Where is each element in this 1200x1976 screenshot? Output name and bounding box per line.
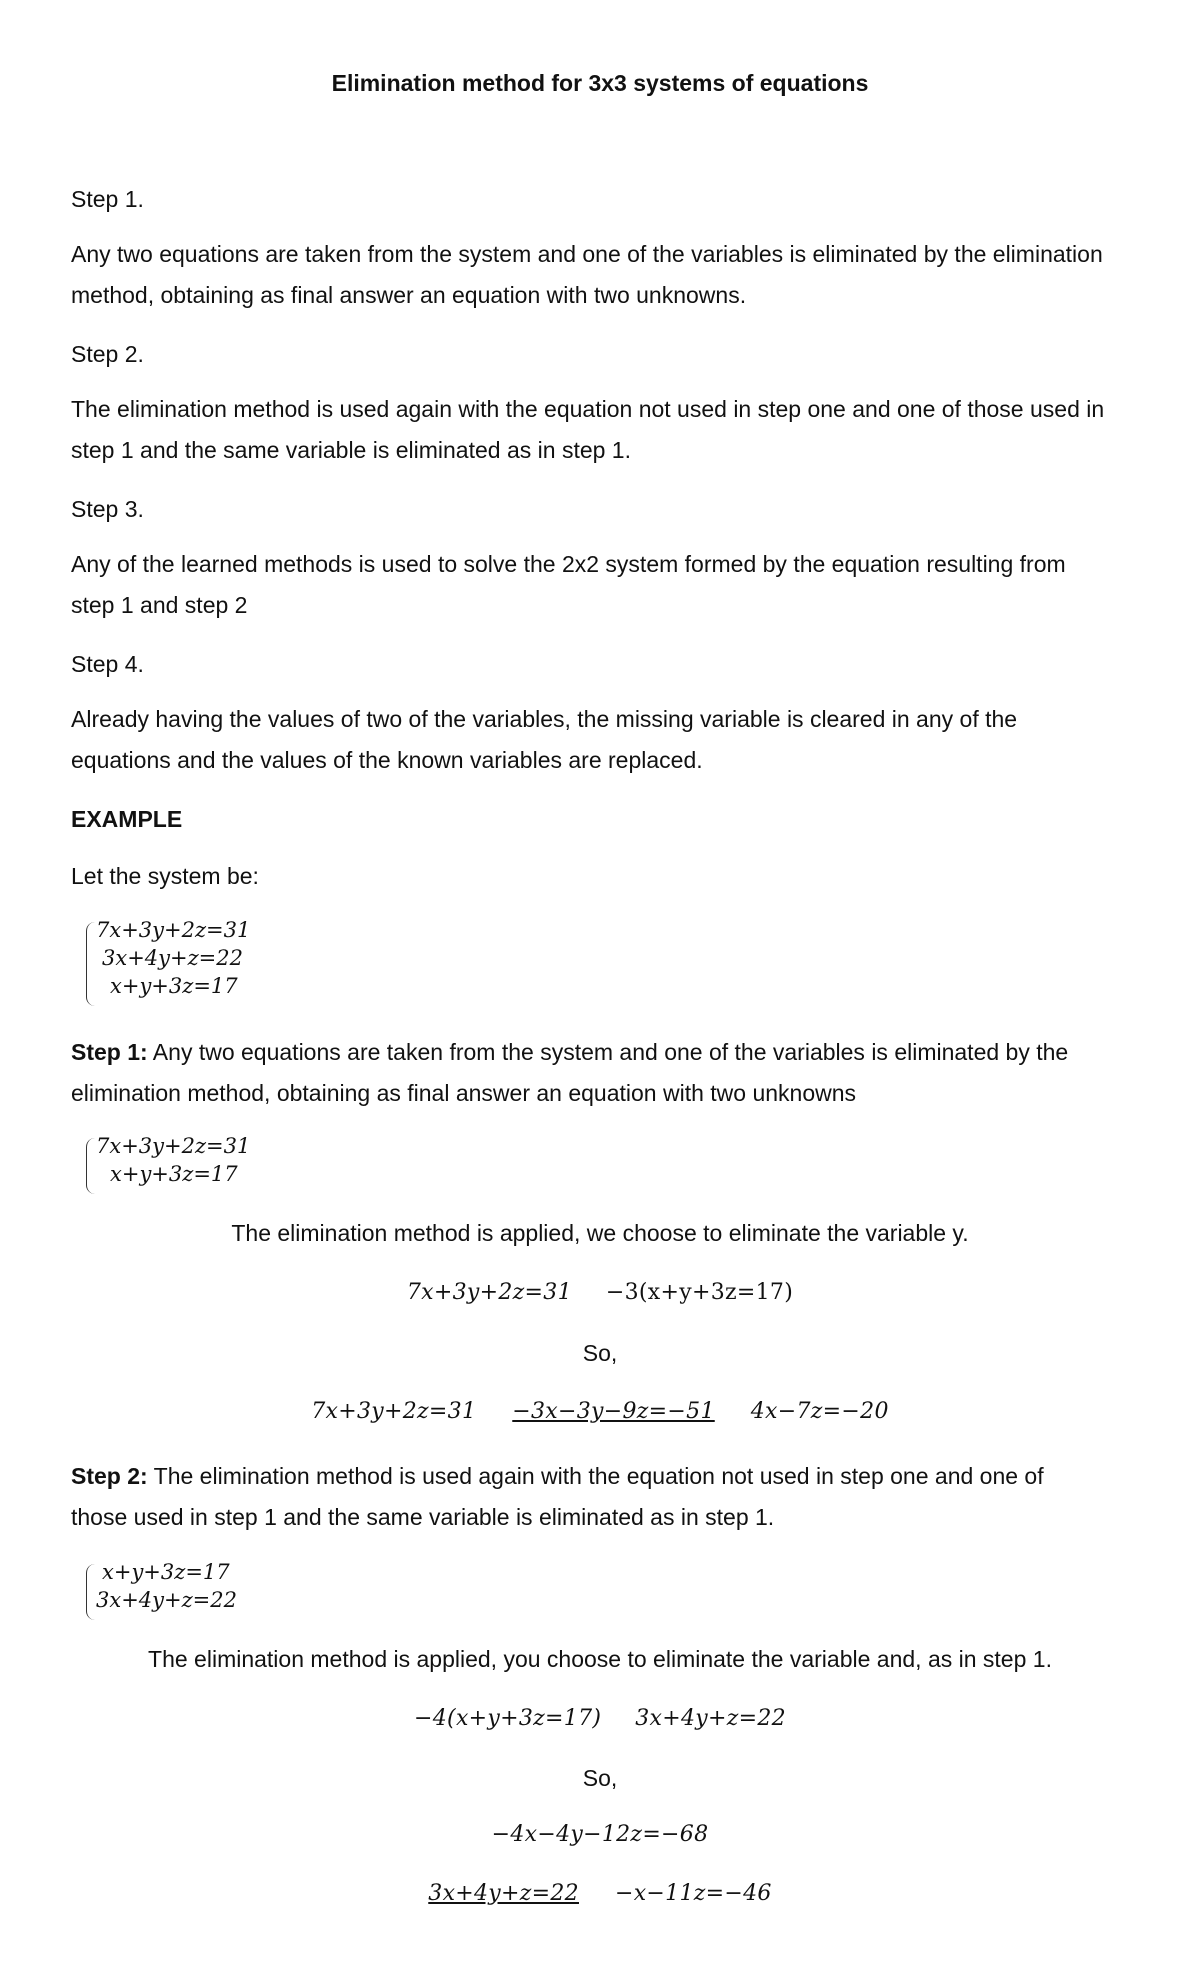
example-heading: EXAMPLE <box>71 806 183 832</box>
step-2-text-line-2: step 1 and the same variable is eliminated as in step 1. <box>71 437 631 463</box>
step-1-label: Step 1. <box>71 186 144 212</box>
example-step-1-line-2: elimination method, obtaining as final answer an equation with two unknowns <box>71 1080 857 1106</box>
step-3-label: Step 3. <box>71 496 144 522</box>
step-1-eq-a: 7x+3y+2z=31 <box>406 1280 572 1305</box>
step-3-text-line-1: Any of the learned methods is used to solve the 2x2 system formed by the equation resulting from <box>71 551 1066 577</box>
document-title: Elimination method for 3x3 systems of equations <box>331 70 869 96</box>
step-2-res-2b: −x−11z=−46 <box>614 1881 772 1906</box>
step-3-text-line-2: step 1 and step 2 <box>71 592 248 618</box>
example-step-1-text-first: Any two equations are taken from the system and one of the variables is eliminated by the <box>147 1039 1069 1065</box>
step-4-text-line-1: Already having the values of two of the variables, the missing variable is cleared in any of the <box>71 706 1018 732</box>
system-equation-1: 7x+3y+2z=31 <box>96 918 251 942</box>
step-1-subsystem-eq-2: x+y+3z=17 <box>110 1162 238 1186</box>
system-equation-3: x+y+3z=17 <box>110 974 238 998</box>
example-step-2-label: Step 2: <box>71 1463 148 1489</box>
step-4-text-line-2: equations and the values of the known variables are replaced. <box>71 747 703 773</box>
example-step-1-line-1 <box>71 1039 1068 1066</box>
step-2-subsystem-eq-2: 3x+4y+z=22 <box>96 1588 238 1612</box>
step-2-eq-a: −4(x+y+3z=17) <box>414 1706 602 1731</box>
example-intro: Let the system be: <box>71 863 259 889</box>
step-1-res-a: 7x+3y+2z=31 <box>311 1399 477 1424</box>
example-step-2-line-1 <box>71 1463 1044 1490</box>
step-2-label: Step 2. <box>71 341 144 367</box>
step-1-text-line-1: Any two equations are taken from the system and one of the variables is eliminated by the elimination <box>71 241 1103 267</box>
step-2-equations <box>0 1706 1200 1731</box>
step-1-applied-text: The elimination method is applied, we choose to eliminate the variable y. <box>231 1220 969 1246</box>
left-brace <box>86 1564 95 1620</box>
left-brace <box>86 1138 95 1194</box>
example-step-1-label: Step 1: <box>71 1039 148 1065</box>
example-step-2-line-2: those used in step 1 and the same variable is eliminated as in step 1. <box>71 1504 775 1530</box>
step-1-res-c: 4x−7z=−20 <box>750 1399 889 1424</box>
step-1-subsystem-eq-1: 7x+3y+2z=31 <box>96 1134 251 1158</box>
step-1-equations <box>0 1280 1200 1305</box>
step-2-text-line-1: The elimination method is used again with the equation not used in step one and one of those used in <box>71 396 1105 422</box>
step-2-so: So, <box>582 1765 618 1791</box>
step-4-label: Step 4. <box>71 651 144 677</box>
step-1-so: So, <box>582 1340 618 1366</box>
step-1-res-b: −3x−3y−9z=−51 <box>512 1399 715 1424</box>
left-brace <box>86 922 95 1006</box>
step-2-result-2 <box>0 1881 1200 1906</box>
step-2-result-1: −4x−4y−12z=−68 <box>491 1822 709 1847</box>
step-1-result <box>0 1399 1200 1424</box>
step-2-res-2a: 3x+4y+z=22 <box>428 1881 579 1906</box>
step-2-applied-text: The elimination method is applied, you choose to eliminate the variable and, as in step 1. <box>148 1646 1052 1672</box>
step-1-text-line-2: method, obtaining as final answer an equation with two unknowns. <box>71 282 747 308</box>
step-2-eq-b: 3x+4y+z=22 <box>635 1706 786 1731</box>
example-step-2-text-first: The elimination method is used again with the equation not used in step one and one of <box>147 1463 1044 1489</box>
step-2-subsystem-eq-1: x+y+3z=17 <box>102 1560 230 1584</box>
step-1-eq-b: −3(x+y+3z=17) <box>605 1280 794 1305</box>
system-equation-2: 3x+4y+z=22 <box>102 946 244 970</box>
